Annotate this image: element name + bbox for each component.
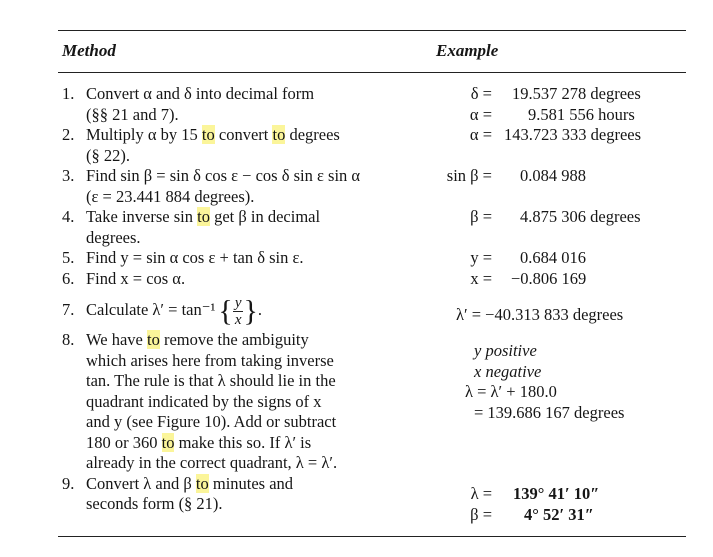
step-text: We have <box>86 330 147 349</box>
step-line <box>86 125 437 146</box>
step-text: Find y = sin α cos ε + tan δ sin ε. <box>86 248 304 267</box>
step-text: which arises here from taking inverse <box>86 350 334 370</box>
step-line <box>86 248 437 269</box>
step-line <box>86 433 437 454</box>
step-number: 7. <box>62 300 75 319</box>
left-brace: { <box>218 294 233 328</box>
header-method: Method <box>62 41 116 60</box>
method-step <box>62 269 437 290</box>
highlighted-word: to <box>272 125 286 144</box>
step-text: remove the ambiguity <box>159 330 309 349</box>
method-step <box>62 474 437 515</box>
step-text: 180 or 360 <box>86 432 162 452</box>
example-label: λ = <box>470 484 492 503</box>
method-step <box>62 207 437 248</box>
step-number: 9. <box>62 473 75 493</box>
example-label: β = <box>470 207 492 226</box>
highlighted-word: to <box>161 432 175 452</box>
step-line <box>86 228 437 249</box>
table-header-rule <box>58 72 686 73</box>
method-step <box>62 289 437 330</box>
step-line <box>86 187 437 208</box>
step-line <box>86 371 437 392</box>
step-line <box>86 289 437 330</box>
step-line <box>86 412 437 433</box>
step-number: 2. <box>62 125 75 144</box>
step-line <box>86 105 437 126</box>
step-line <box>86 330 437 351</box>
step-text: minutes and <box>208 473 294 493</box>
example-lambda-result: = 139.686 167 degrees <box>474 402 625 422</box>
example-lambda-prime: λ′ = −40.313 833 degrees <box>456 305 624 324</box>
right-brace: } <box>243 294 258 328</box>
highlighted-word: to <box>195 473 209 493</box>
step-number: 8. <box>62 330 75 349</box>
example-value: 9.581 556 hours <box>528 104 635 124</box>
step-text: Convert α and δ into decimal form <box>86 84 315 103</box>
denominator: x <box>234 311 242 328</box>
example-value: 0.084 988 <box>520 166 586 185</box>
step-line <box>86 207 437 228</box>
example-value: 4.875 306 degrees <box>520 207 641 226</box>
step-text: and y (see Figure 10). Add or subtract <box>86 412 337 431</box>
step-line <box>86 494 437 515</box>
step-text: get β in decimal <box>209 207 321 226</box>
method-step <box>62 330 437 474</box>
step-text: Convert λ and β <box>86 473 196 493</box>
example-x-negative: x negative <box>474 361 542 381</box>
method-step <box>62 166 437 207</box>
header-example: Example <box>436 41 499 60</box>
example-label: δ = <box>470 84 492 103</box>
fraction <box>233 295 244 328</box>
example-label: y = <box>470 248 492 267</box>
step-text: already in the correct quadrant, λ = λ′. <box>86 453 338 472</box>
example-label: β = <box>470 504 492 524</box>
step-line <box>86 269 437 290</box>
example-label: α = <box>469 125 492 144</box>
numerator: y <box>234 294 242 311</box>
example-value: 19.537 278 degrees <box>512 84 641 103</box>
fraction-y-over-x <box>218 295 257 328</box>
example-label: sin β = <box>446 166 492 185</box>
step-text: degrees <box>285 125 340 144</box>
formula-text: Calculate λ′ = tan⁻¹ <box>86 300 216 319</box>
step-text: seconds form (§ 21). <box>86 494 223 513</box>
step-line <box>86 166 437 187</box>
highlighted-word: to <box>146 330 160 349</box>
step-line <box>86 453 437 474</box>
table-bottom-rule <box>58 536 686 537</box>
example-value: −0.806 169 <box>511 268 587 288</box>
example-lambda-add: λ = λ′ + 180.0 <box>465 382 557 401</box>
example-value: 139° 41′ 10″ <box>513 484 600 503</box>
step-line <box>86 146 437 167</box>
step-line <box>86 351 437 372</box>
step-number: 4. <box>62 207 75 226</box>
step-number: 3. <box>62 166 75 185</box>
step-text: quadrant indicated by the signs of x <box>86 391 322 411</box>
step-text: degrees. <box>86 227 141 247</box>
step-text: (ε = 23.441 884 degrees). <box>86 186 255 206</box>
table-top-rule <box>58 30 686 31</box>
step-text: Multiply α by 15 <box>86 125 202 144</box>
method-step <box>62 84 437 125</box>
example-value: 4° 52′ 31″ <box>524 504 594 524</box>
step-number: 6. <box>62 268 75 288</box>
step-line <box>86 84 437 105</box>
example-column <box>420 84 686 534</box>
step-line <box>86 474 437 495</box>
step-text: (§§ 21 and 7). <box>86 104 179 124</box>
method-step <box>62 125 437 166</box>
step-text: tan. The rule is that λ should lie in the <box>86 371 336 390</box>
example-label: x = <box>470 268 492 288</box>
method-step <box>62 248 437 269</box>
formula-end: . <box>257 300 263 319</box>
step-text: Take inverse sin <box>86 207 198 226</box>
step-text: make this so. If λ′ is <box>174 432 312 452</box>
highlighted-word: to <box>201 125 215 144</box>
step-text: Find sin β = sin δ cos ε − cos δ sin ε sin α <box>86 166 361 185</box>
step-line <box>86 392 437 413</box>
step-text: Find x = cos α. <box>86 268 186 288</box>
step-text: (§ 22). <box>86 145 130 165</box>
example-value: 143.723 333 degrees <box>504 125 642 144</box>
step-number: 5. <box>62 248 75 267</box>
example-label: α = <box>469 104 492 124</box>
step-number: 1. <box>62 84 75 103</box>
highlighted-word: to <box>197 207 210 226</box>
example-value: 0.684 016 <box>520 248 586 267</box>
step-text: convert <box>214 125 273 144</box>
method-steps <box>62 84 437 515</box>
example-y-positive: y positive <box>474 341 537 360</box>
